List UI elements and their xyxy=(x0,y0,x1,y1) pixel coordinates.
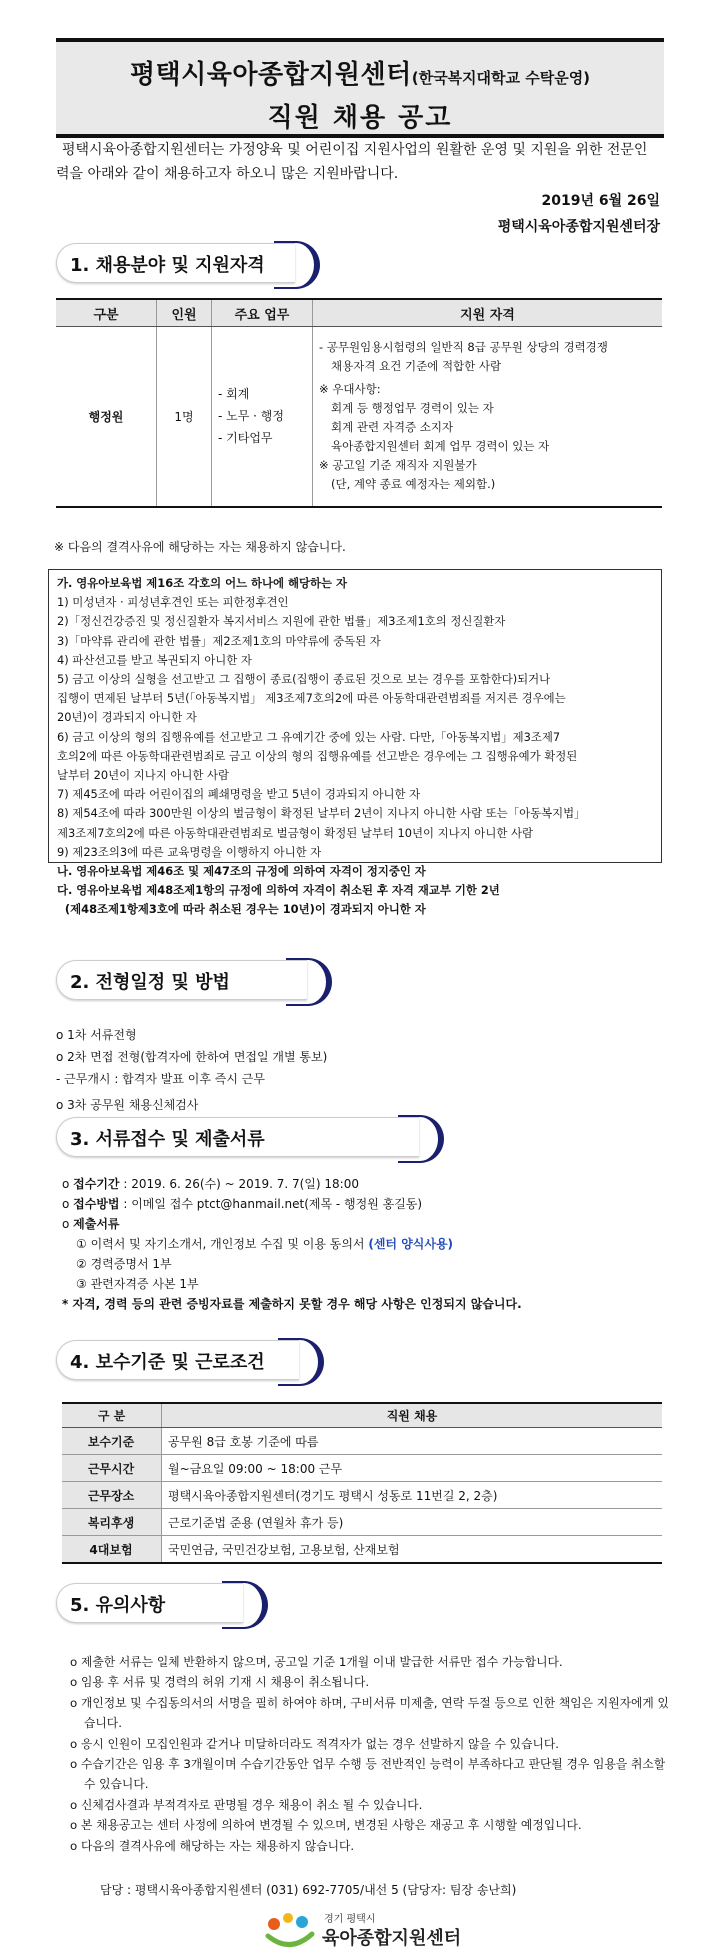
application-method: o 접수방법 : 이메일 접수 ptct@hanmail.net(제목 - 행정원 홍길동) xyxy=(62,1197,423,1211)
doc-item: ① 이력서 및 자기소개서, 개인정보 수집 및 이용 동의서 (센터 양식사용) xyxy=(76,1237,454,1251)
qualification-line: 육아종합지원센터 회계 업무 경력이 있는 자 xyxy=(331,439,550,454)
logo-name: 육아종합지원센터 xyxy=(322,1928,462,1949)
disqualify-item: 4) 파산선고를 받고 복권되지 아니한 자 xyxy=(57,652,252,667)
col-duties: 주요 업무 xyxy=(212,299,313,327)
disqualify-item: 3)「마약류 관리에 관한 법률」제2조제1호의 마약류에 중독된 자 xyxy=(57,633,381,648)
list-item: o 수습기간은 임용 후 3개월이며 수습기간동안 업무 수행 등 전반적인 능력이 부족하다고 판단될 경우 임용을 취소할 수 있습니다. xyxy=(70,1757,666,1792)
notice-items xyxy=(70,1652,670,1856)
method-value: : 이메일 접수 ptct@hanmail.net(제목 - 행정원 홍길동) xyxy=(119,1197,423,1211)
period-value: : 2019. 6. 26(수) ~ 2019. 7. 7(일) 18:00 xyxy=(119,1177,359,1191)
period-label: 접수기간 xyxy=(73,1177,120,1191)
list-item: o 다음의 결격사유에 해당하는 자는 채용하지 않습니다. xyxy=(70,1838,355,1853)
notice-title: 직원 채용 공고 xyxy=(267,103,453,133)
disqualify-item: 7) 제45조에 따라 어린이집의 폐쇄명령을 받고 5년이 경과되지 아니한 자 xyxy=(57,787,421,802)
list-item: o 제출한 서류는 일체 반환하지 않으며, 공고일 기준 1개월 이내 발급한 서류만 접수 가능합니다. xyxy=(70,1655,563,1669)
contact-info: 담당 : 평택시육아종합지원센터 (031) 692-7705/내선 5 (담당자: 팀장 송난희) xyxy=(100,1883,517,1897)
qualification-line: 회계 등 행정업무 경력이 있는 자 xyxy=(331,401,494,416)
list-item: o 신체검사결과 부적격자로 판명될 경우 채용이 취소 될 수 있습니다. xyxy=(70,1797,423,1812)
application-period: o 접수기간 : 2019. 6. 26(수) ~ 2019. 7. 7(일) 18:00 xyxy=(62,1177,359,1191)
center-logo xyxy=(264,1908,464,1952)
disqualify-item: 5) 금고 이상의 실형을 선고받고 그 집행이 종료(집행이 종료된 것으로 보는 경우를 포함한다)되거나 xyxy=(57,672,551,687)
disqualify-item: 9) 제23조의3에 따른 교육명령을 이행하지 아니한 자 xyxy=(57,844,322,859)
qualification-line: - 공무원임용시험령의 일반직 8급 공무원 상당의 경력경쟁 xyxy=(319,340,608,355)
doc-item: ② 경력증명서 1부 xyxy=(76,1257,172,1271)
evidence-warning: * 자격, 경력 등의 관련 증빙자료를 제출하지 못할 경우 해당 사항은 인정되지 않습니다. xyxy=(62,1297,522,1311)
qualification-cell xyxy=(313,327,663,507)
disqualification-box xyxy=(48,569,662,917)
disqualify-item: 2)「정신건강증진 및 정신질환자 복지서비스 지원에 관한 법률」제3조제1호의 정신질환자 xyxy=(57,614,506,629)
qualification-line: ※ 우대사항: xyxy=(319,382,381,397)
section-3-heading: 3. 서류접수 및 제출서류 xyxy=(56,1117,426,1159)
disqualify-item: 1) 미성년자 · 피성년후견인 또는 피한정후견인 xyxy=(57,595,289,610)
list-item: - 근무개시 : 합격자 발표 이후 즉시 근무 xyxy=(56,1072,265,1086)
duty-item: - 노무 · 행정 xyxy=(218,409,284,424)
col-item: 구 분 xyxy=(62,1403,162,1428)
list-item: o 응시 인원이 모집인원과 같거나 미달하더라도 적격자가 없는 경우 선발하지 않을 수 있습니다. xyxy=(70,1736,560,1751)
disqualify-item: 집행이 면제된 날부터 5년(「아동복지법」 제3조제7호의2에 따른 아동학대관련범죄를 저지른 경우에는 xyxy=(57,691,566,706)
disqualify-item: 6) 금고 이상의 형의 집행유예를 선고받고 그 유예기간 중에 있는 사람. 다만,「아동복지법」제3조제7 xyxy=(57,729,561,744)
issuer: 평택시육아종합지원센터장 xyxy=(497,219,660,235)
method-label: 접수방법 xyxy=(73,1197,120,1211)
table-row: 복리후생 근로기준법 준용 (연월차 휴가 등) xyxy=(62,1509,662,1536)
notice-header xyxy=(56,38,664,138)
section-5-heading: 5. 유의사항 xyxy=(56,1583,250,1625)
disqualify-item: 20년)이 경과되지 아니한 자 xyxy=(57,710,197,725)
section-1-heading: 1. 채용분야 및 지원자격 xyxy=(56,243,302,285)
disqualify-b: 나. 영유아보육법 제46조 및 제47조의 규정에 의하여 자격이 정지중인 자 xyxy=(57,864,426,879)
disqualify-note: ※ 다음의 결격사유에 해당하는 자는 채용하지 않습니다. xyxy=(54,540,346,554)
section-2-heading: 2. 전형일정 및 방법 xyxy=(56,960,314,1002)
list-item: o 본 채용공고는 센터 사정에 의하여 변경될 수 있으며, 변경된 사항은 재공고 후 시행할 예정입니다. xyxy=(70,1818,582,1833)
list-item: o 2차 면접 전형(합격자에 한하여 면접일 개별 통보) xyxy=(56,1050,328,1064)
operator-note: (한국복지대학교 수탁운영) xyxy=(411,69,591,87)
qualification-line: 회계 관련 자격증 소지자 xyxy=(331,420,454,435)
recruitment-field-table xyxy=(56,298,662,508)
col-category: 구분 xyxy=(56,299,157,327)
disqualify-a: 가. 영유아보육법 제16조 각호의 어느 하나에 해당하는 자 xyxy=(57,576,348,590)
disqualify-item: 제3조제7호의2에 따른 아동학대관련범죄로 벌금형이 확정된 날부터 10년이 지나지 아니한 사람 xyxy=(57,825,533,840)
qualification-line: 채용자격 요건 기준에 적합한 사람 xyxy=(331,359,502,374)
disqualify-item: 호의2에 따른 아동학대관련범죄로 금고 이상의 형의 집행유예를 선고받은 경우에는 그 집행유예가 확정된 xyxy=(57,748,578,763)
list-item: o 개인정보 및 수집동의서의 서명을 필히 하여야 하며, 구비서류 미제출, 연락 두절 등으로 인한 책임은 지원자에게 있습니다. xyxy=(70,1695,669,1731)
disqualify-c: 다. 영유아보육법 제48조제1항의 규정에 의하여 자격이 취소된 후 자격 재교부 기한 2년 xyxy=(57,883,500,898)
category-cell: 행정원 xyxy=(56,327,157,507)
duties-cell xyxy=(212,327,313,507)
center-title: 평택시육아종합지원센터(한국복지대학교 수탁운영) xyxy=(129,60,591,90)
count-cell: 1명 xyxy=(157,327,212,507)
disqualify-item: 8) 제54조에 따라 300만원 이상의 벌금형이 확정된 날부터 2년이 지나지 아니한 사람 또는「아동복지법」 xyxy=(57,806,586,821)
list-item: o 임용 후 서류 및 경력의 허위 기재 시 채용이 취소됩니다. xyxy=(70,1675,370,1690)
section-4-heading: 4. 보수기준 및 근로조건 xyxy=(56,1340,306,1382)
required-docs: o 제출서류 xyxy=(62,1217,120,1231)
logo-region: 경기 평택시 xyxy=(324,1914,376,1925)
col-staff: 직원 채용 xyxy=(162,1403,663,1428)
qualification-line: ※ 공고일 기준 재직자 지원불가 xyxy=(319,458,477,473)
table-row: 근무장소 평택시육아종합지원센터(경기도 평택시 성동로 11번길 2, 2층) xyxy=(62,1482,662,1509)
list-item: o 1차 서류전형 xyxy=(56,1028,137,1042)
working-conditions-table xyxy=(62,1402,662,1564)
intro-paragraph: 평택시육아종합지원센터는 가정양육 및 어린이집 지원사업의 원활한 운영 및 지원을 위한 전문인력을 아래와 같이 채용하고자 하오니 많은 지원바랍니다. xyxy=(56,142,648,182)
duty-item: - 기타업무 xyxy=(218,431,273,446)
doc-item: ③ 관련자격증 사본 1부 xyxy=(76,1277,199,1291)
selection-process-list xyxy=(56,1024,327,1116)
table-row: 4대보험 국민연금, 국민건강보험, 고용보험, 산재보험 xyxy=(62,1536,662,1564)
table-row: 보수기준 공무원 8급 호봉 기준에 따름 xyxy=(62,1428,662,1455)
col-count: 인원 xyxy=(157,299,212,327)
application-info xyxy=(62,1174,522,1314)
list-item: o 3차 공무원 채용신체검사 xyxy=(56,1098,199,1112)
qualification-line: (단, 계약 종료 예정자는 제외함.) xyxy=(331,477,496,492)
logo-mark-icon xyxy=(264,1910,316,1950)
col-qualification: 지원 자격 xyxy=(313,299,663,327)
form-note: (센터 양식사용) xyxy=(368,1237,454,1251)
table-row: 근무시간 월~금요일 09:00 ~ 18:00 근무 xyxy=(62,1455,662,1482)
docs-label: 제출서류 xyxy=(73,1217,120,1231)
notice-date-block xyxy=(498,188,660,240)
disqualify-item: 날부터 20년이 지나지 아니한 사람 xyxy=(57,768,230,783)
disqualify-c-cont: (제48조제1항제3호에 따라 취소된 경우는 10년)이 경과되지 아니한 자 xyxy=(57,902,426,917)
duty-item: - 회계 xyxy=(218,387,250,402)
notice-date: 2019년 6월 26일 xyxy=(541,193,660,209)
